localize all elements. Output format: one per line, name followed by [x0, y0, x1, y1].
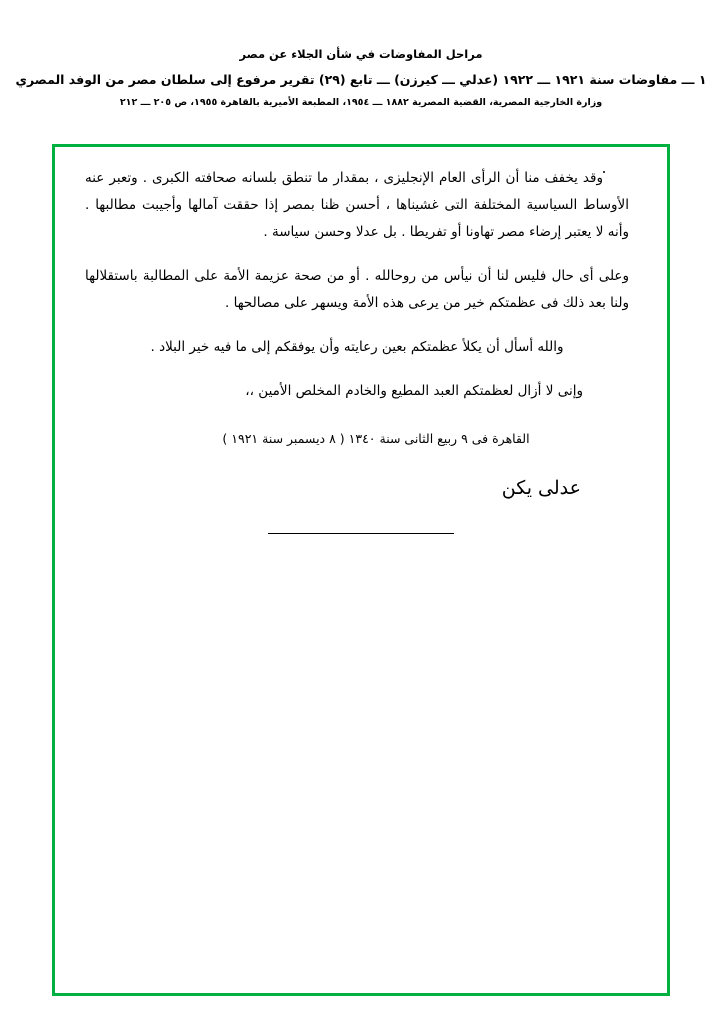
page-title: مراحل المفاوضات في شأن الجلاء عن مصر: [239, 47, 483, 61]
document-paragraph: والله أسأل أن يكلأ عظمتكم بعين رعايته وأن يوفقكم إلى ما فيه خير البلاد .: [150, 339, 564, 355]
document-body: [79, 165, 643, 864]
document-paragraph: وإنى لا أزال لعظمتكم العبد المطيع والخادم المخلص الأمين ،،: [245, 383, 583, 399]
signature: عدلى يكن: [501, 476, 581, 499]
ink-dot-mark: [603, 171, 605, 173]
document-paragraph: وقد يخفف منا أن الرأى العام الإنجليزى ، بمقدار ما تنطق بلسانه صحافته الكبرى . وتعبر عنه الأوساط السياسية المختلفة التى غشيناها ، أحسن ظنا بمصر إذا حققت آمالها وأجيبت مطالبها . وأنه لا يعتبر إرضاء مصر تهاونا أو تفريطا . بل عدلا وحسن سياسة .: [85, 170, 629, 240]
source-citation: وزارة الخارجية المصرية، القضية المصرية ١٨٨٢ ـــ ١٩٥٤، المطبعة الأميرية بالقاهرة ١٩٥٥، ص ٢٠٥ ـــ ٢١٢: [119, 96, 603, 108]
blank-area: [79, 534, 643, 864]
page-header: [0, 46, 722, 110]
page-subtitle: ١ ـــ مفاوضات سنة ١٩٢١ ـــ ١٩٢٢ (عدلي ـــ كيرزن) ـــ تابع (٢٩) تقرير مرفوع إلى سلطان مصر من الوفد المصري: [15, 71, 707, 87]
document-frame: [52, 144, 670, 996]
document-paragraph: وعلى أى حال فليس لنا أن نيأس من روحالله . أو من صحة عزيمة الأمة على المطالبة باستقلالها ولنا بعد ذلك فى عظمتكم خير من يرعى هذه الأمة ويسهر على مصالحها .: [85, 268, 629, 311]
document-date-line: القاهرة فى ٩ ربيع الثانى سنة ١٣٤٠ ( ٨ ديسمبر سنة ١٩٢١ ): [222, 431, 530, 446]
